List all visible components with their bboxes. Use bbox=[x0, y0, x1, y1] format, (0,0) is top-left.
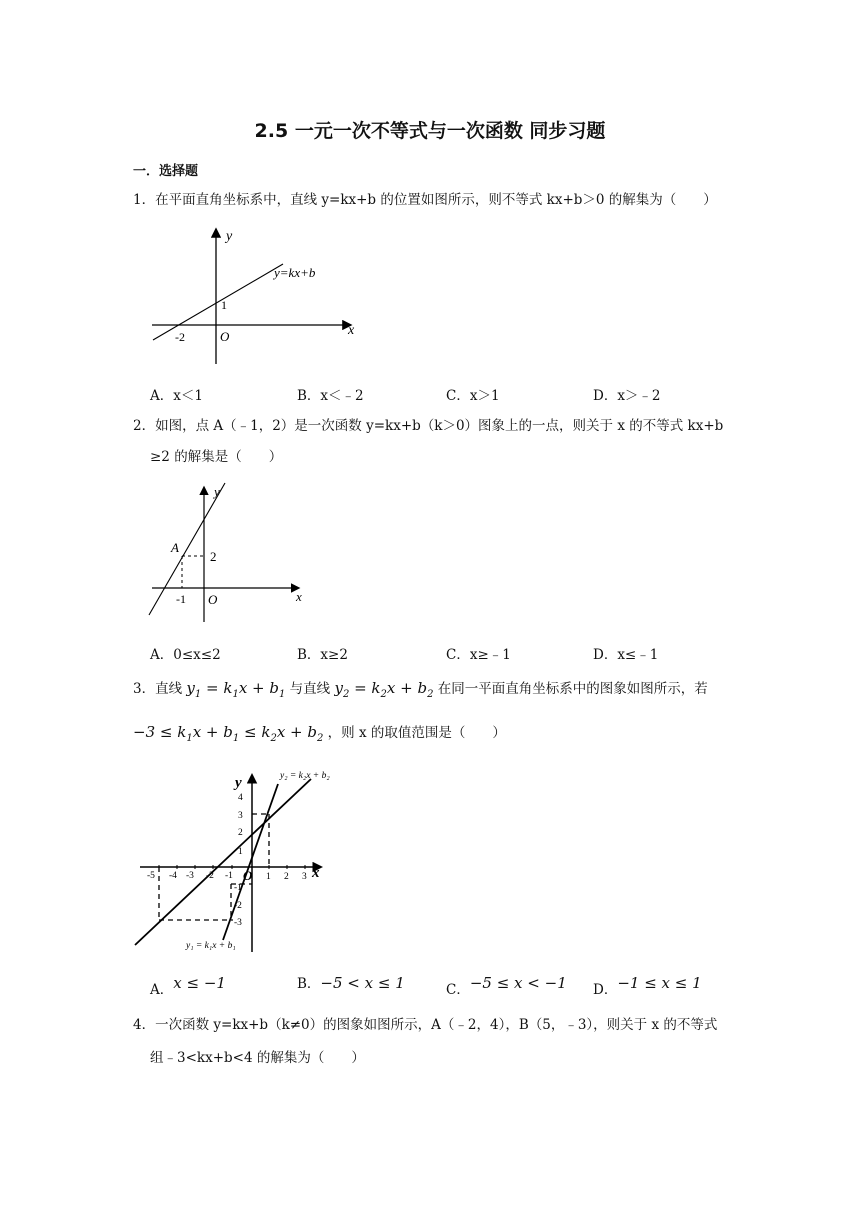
y-tick-label: 2 bbox=[238, 828, 243, 838]
y-tick-label: -1 bbox=[234, 883, 242, 893]
q3-math-y2: $y_2 = k_2x + b_2$ bbox=[334, 679, 434, 700]
section-heading: 一．选择题 bbox=[133, 164, 199, 179]
x-axis-label: x bbox=[296, 589, 302, 604]
y-axis-label: y bbox=[226, 229, 233, 244]
y-tick-label: -3 bbox=[234, 918, 242, 928]
option-a[interactable]: A．x＜1 bbox=[150, 388, 203, 404]
option-b[interactable]: B．−5 < x ≤ 1 bbox=[297, 974, 405, 992]
option-c[interactable]: C．x＞1 bbox=[446, 388, 500, 404]
line-label: y=kx+b bbox=[274, 265, 316, 280]
page-title: 2.5 一元一次不等式与一次函数 同步习题 bbox=[254, 120, 606, 142]
question-1-text: 1．在平面直角坐标系中，直线 y=kx+b 的位置如图所示，则不等式 kx+b＞0 的解集为（ ） bbox=[133, 192, 717, 208]
origin-label: O bbox=[220, 329, 230, 344]
question-2-text-line1: 2．如图，点 A（﹣1，2）是一次函数 y=kx+b（k＞0）图象上的一点，则关于 x 的不等式 kx+b bbox=[133, 418, 724, 434]
question-4-text-line2: 组﹣3<kx+b<4 的解集为（ ） bbox=[150, 1050, 365, 1066]
x-tick-label: -5 bbox=[147, 871, 155, 881]
option-c[interactable]: C．x≥﹣1 bbox=[446, 647, 511, 663]
x-tick-label: -4 bbox=[169, 871, 177, 881]
x-tick-label: -1 bbox=[225, 871, 233, 881]
x-axis-label: x bbox=[312, 865, 320, 881]
q3-text-line2: ，则 x 的取值范围是（ ） bbox=[327, 725, 506, 741]
line-y2-label: y₂ = k₂x + b₂ bbox=[280, 771, 330, 781]
y-tick-label: -2 bbox=[234, 901, 242, 911]
question-1-figure bbox=[140, 222, 370, 372]
question-3-text-line2 bbox=[133, 722, 506, 749]
question-2-figure bbox=[140, 478, 320, 628]
q3-text-a: 3．直线 bbox=[133, 681, 183, 697]
question-2-text-line2: ≥2 的解集是（ ） bbox=[150, 449, 283, 465]
option-d[interactable]: D．x＞﹣2 bbox=[593, 388, 661, 404]
y-tick-label: 1 bbox=[221, 298, 227, 312]
line-y1-label: y₁ = k₁x + b₁ bbox=[186, 941, 236, 951]
line-y2 bbox=[223, 784, 278, 940]
question-3-text-line1 bbox=[133, 678, 708, 705]
y-axis-label: y bbox=[235, 775, 242, 791]
q3-text-mid: 与直线 bbox=[289, 681, 331, 697]
origin-label: O bbox=[243, 868, 253, 883]
x-tick-label: -1 bbox=[176, 592, 186, 606]
x-tick-label: 1 bbox=[266, 872, 271, 882]
x-axis-label: x bbox=[348, 323, 355, 338]
q3-text-b: 在同一平面直角坐标系中的图象如图所示，若 bbox=[437, 681, 708, 697]
x-tick-label: -2 bbox=[175, 330, 185, 344]
option-c[interactable]: C．−5 ≤ x < −1 bbox=[446, 974, 567, 998]
option-d[interactable]: D．−1 ≤ x ≤ 1 bbox=[593, 974, 702, 998]
y-tick-label: 1 bbox=[238, 847, 243, 857]
y-axis-label: y bbox=[214, 484, 220, 499]
origin-label: O bbox=[208, 592, 218, 607]
question-4-text-line1: 4．一次函数 y=kx+b（k≠0）的图象如图所示，A（﹣2，4），B（5，﹣3），则关于 x 的不等式 bbox=[133, 1017, 718, 1033]
option-a[interactable]: A．x ≤ −1 bbox=[150, 974, 226, 998]
x-tick-label: 2 bbox=[284, 872, 289, 882]
option-b[interactable]: B．x＜﹣2 bbox=[297, 388, 364, 404]
y-tick-label: 3 bbox=[238, 811, 243, 821]
x-tick-label: -3 bbox=[186, 871, 194, 881]
q3-math-inequality: $-3 \le k_1x + b_1 \le k_2x + b_2$ bbox=[133, 723, 324, 744]
graph-line bbox=[153, 264, 283, 340]
question-3-figure bbox=[130, 762, 350, 958]
x-tick-label: -2 bbox=[206, 871, 214, 881]
point-label: A bbox=[171, 540, 179, 555]
y-tick-label: 2 bbox=[210, 549, 217, 564]
option-b[interactable]: B．x≥2 bbox=[297, 647, 348, 663]
option-d[interactable]: D．x≤﹣1 bbox=[593, 647, 659, 663]
q3-math-y1: $y_1 = k_1x + b_1$ bbox=[186, 679, 286, 700]
x-tick-label: 3 bbox=[302, 872, 307, 882]
option-a[interactable]: A．0≤x≤2 bbox=[150, 647, 221, 663]
y-tick-label: 4 bbox=[238, 793, 243, 803]
